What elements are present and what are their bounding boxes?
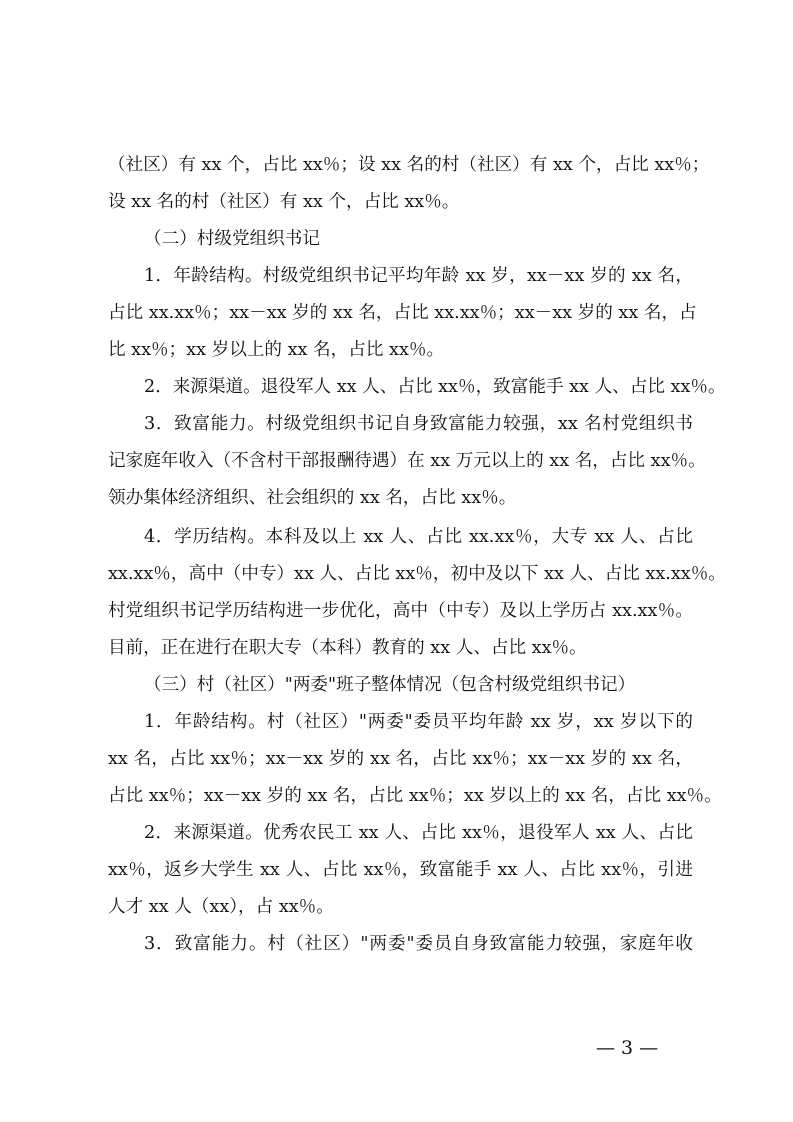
paragraph-line: 占比 xx.xx％；xx－xx 岁的 xx 名，占比 xx.xx％；xx－xx 岁的 xx 名，占 [108, 303, 697, 323]
paragraph-line: 记家庭年收入（不含村干部报酬待遇）在 xx 万元以上的 xx 名，占比 xx％。 [108, 451, 706, 471]
paragraph-line: xx％，返乡大学生 xx 人、占比 xx％，致富能手 xx 人、占比 xx％，引进 [108, 860, 693, 880]
page-number: — 3 — [596, 1037, 659, 1059]
paragraph-line: 1．年龄结构。村级党组织书记平均年龄 xx 岁，xx－xx 岁的 xx 名， [144, 266, 693, 286]
paragraph-line: 设 xx 名的村（社区）有 xx 个，占比 xx％。 [108, 192, 460, 212]
section-heading: （三）村（社区）"两委"班子整体情况（包含村级党组织书记） [144, 675, 636, 695]
paragraph-line: 2．来源渠道。退役军人 xx 人、占比 xx％，致富能手 xx 人、占比 xx％。 [144, 377, 726, 397]
paragraph-line: 占比 xx％；xx－xx 岁的 xx 名，占比 xx％；xx 岁以上的 xx 名，占比 xx％。 [108, 786, 722, 806]
paragraph-line: 人才 xx 人（xx），占 xx％。 [108, 897, 334, 917]
paragraph-line: 领办集体经济组织、社会组织的 xx 名，占比 xx％。 [108, 488, 517, 508]
paragraph-line: xx 名，占比 xx％；xx－xx 岁的 xx 名，占比 xx％；xx－xx 岁的 xx 名， [108, 749, 693, 769]
paragraph-line: 村党组织书记学历结构进一步优化，高中（中专）及以上学历占 xx.xx％。 [108, 601, 693, 621]
paragraph-line: xx.xx％，高中（中专）xx 人、占比 xx％，初中及以下 xx 人、占比 xx.xx％。 [108, 564, 726, 584]
section-heading: （二）村级党组织书记 [144, 229, 320, 249]
paragraph-line: （社区）有 xx 个，占比 xx％；设 xx 名的村（社区）有 xx 个，占比 xx％； [108, 155, 710, 175]
paragraph-line: 3．致富能力。村级党组织书记自身致富能力较强，xx 名村党组织书 [144, 414, 693, 434]
paragraph-line: 1．年龄结构。村（社区）"两委"委员平均年龄 xx 岁，xx 岁以下的 [144, 712, 693, 732]
paragraph-line: 比 xx％；xx 岁以上的 xx 名，占比 xx％。 [108, 340, 445, 360]
paragraph-line: 3．致富能力。村（社区）"两委"委员自身致富能力较强，家庭年收 [144, 934, 693, 954]
paragraph-line: 目前，正在进行在职大专（本科）教育的 xx 人、占比 xx％。 [108, 638, 587, 658]
paragraph-line: 4．学历结构。本科及以上 xx 人、占比 xx.xx％，大专 xx 人、占比 [144, 527, 693, 547]
paragraph-line: 2．来源渠道。优秀农民工 xx 人、占比 xx％，退役军人 xx 人、占比 [144, 823, 693, 843]
